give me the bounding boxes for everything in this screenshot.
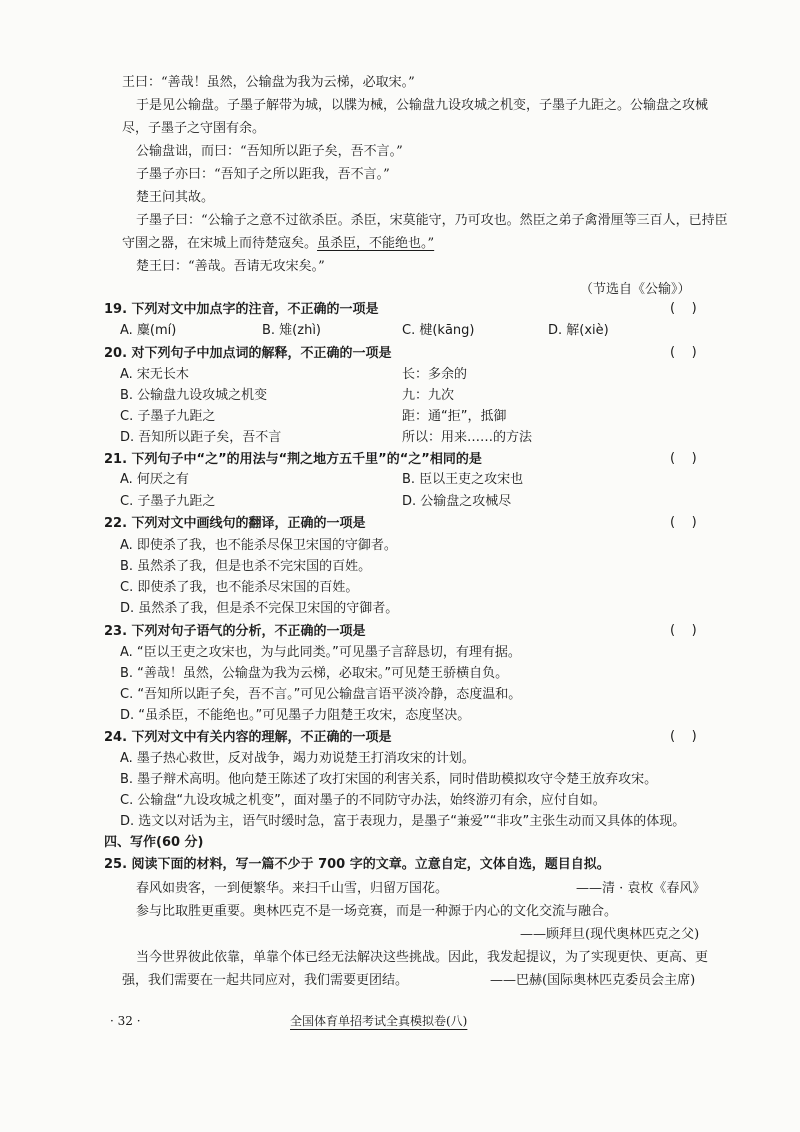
question-22-stem: 22. 下列对文中画线句的翻译，正确的一项是 <box>104 516 366 531</box>
page-number: · 32 · <box>110 1014 141 1028</box>
option-b: B. 臣以王吏之攻宋也 <box>402 472 524 487</box>
question-21-stem: 21. 下列句子中“之”的用法与“荆之地方五千里”的“之”相同的是 <box>104 452 482 467</box>
option-b: B. “善哉！虽然，公输盘为我为云梯，必取宋。”可见楚王骄横自负。 <box>120 666 509 681</box>
passage-line: 楚王曰：“善哉。吾请无攻宋矣。” <box>136 259 325 274</box>
material-source: ——巴赫(国际奥林匹克委员会主席) <box>490 973 696 988</box>
option-d-meaning: 所以：用来……的方法 <box>402 430 533 445</box>
passage-line: 楚王问其故。 <box>136 190 215 205</box>
passage-source: （节选自《公输》） <box>580 282 691 297</box>
question-25-stem: 25. 阅读下面的材料，写一篇不少于 700 字的文章。立意自定，文体自选，题目自拟。 <box>104 857 610 872</box>
passage-line: 王曰：“善哉！虽然，公输盘为我为云梯，必取宋。” <box>122 75 415 90</box>
option-a: A. 即使杀了我，也不能杀尽保卫宋国的守御者。 <box>120 538 397 553</box>
answer-bracket[interactable]: ( ) <box>670 515 697 530</box>
option-b: B. 墨子辩术高明。他向楚王陈述了攻打宋国的利害关系，同时借助模拟攻守令楚王放弃攻宋。 <box>120 772 658 787</box>
answer-bracket[interactable]: ( ) <box>670 301 697 316</box>
option-a: A. “臣以王吏之攻宋也，为与此同类。”可见墨子言辞恳切，有理有据。 <box>120 645 521 660</box>
passage-line: 公输盘诎，而曰：“吾知所以距子矣，吾不言。” <box>136 144 403 159</box>
option-d: D. 公输盘之攻械尽 <box>402 494 512 509</box>
material-quote: 参与比取胜更重要。奥林匹克不是一场竞赛，而是一种源于内心的文化交流与融合。 <box>136 904 618 919</box>
material-source: ——顾拜旦(现代奥林匹克之父) <box>520 927 700 942</box>
option-a: A. 麋(mí) <box>120 323 177 338</box>
option-d-sentence: D. 吾知所以距子矣，吾不言 <box>120 430 282 445</box>
answer-bracket[interactable]: ( ) <box>670 729 697 744</box>
option-d: D. 虽然杀了我，但是杀不完保卫宋国的守御者。 <box>120 601 399 616</box>
question-20-stem: 20. 对下列句子中加点词的解释，不正确的一项是 <box>104 346 392 361</box>
answer-bracket[interactable]: ( ) <box>670 345 697 360</box>
option-d: D. 选文以对话为主，语气时缓时急，富于表现力，是墨子“兼爱”“非攻”主张生动而又具体的体现。 <box>120 814 686 829</box>
passage-line-text: 守圉之器，在宋城上而待楚寇矣。 <box>122 236 318 251</box>
answer-bracket[interactable]: ( ) <box>670 623 697 638</box>
option-a: A. 何厌之有 <box>120 472 189 487</box>
option-c: C. 子墨子九距之 <box>120 494 216 509</box>
passage-line: 子墨子曰：“公输子之意不过欲杀臣。杀臣，宋莫能守，乃可攻也。然臣之弟子禽滑厘等三百人，已持臣 <box>136 213 728 228</box>
option-b: B. 雉(zhì) <box>262 323 322 338</box>
question-23-stem: 23. 下列对句子语气的分析，不正确的一项是 <box>104 624 366 639</box>
section-heading: 四、写作(60 分) <box>104 835 204 850</box>
option-c: C. 公输盘“九设攻城之机变”，面对墨子的不同防守办法，始终游刃有余，应付自如。 <box>120 793 606 808</box>
option-c-meaning: 距：通“拒”，抵御 <box>402 409 507 424</box>
underlined-sentence: 虽杀臣，不能绝也。” <box>317 236 435 251</box>
question-24-stem: 24. 下列对文中有关内容的理解，不正确的一项是 <box>104 730 392 745</box>
passage-line: 尽，子墨子之守圉有余。 <box>122 121 266 136</box>
passage-line: 子墨子亦曰：“吾知子之所以距我，吾不言。” <box>136 167 390 182</box>
option-c: C. “吾知所以距子矣，吾不言。”可见公输盘言语平淡冷静，态度温和。 <box>120 687 522 702</box>
footer-title: 全国体育单招考试全真模拟卷(八) <box>290 1014 468 1028</box>
passage-line <box>122 235 434 253</box>
material-source: ——清 · 袁枚《春风》 <box>576 881 706 896</box>
option-c-sentence: C. 子墨子九距之 <box>120 409 216 424</box>
option-c: C. 即使杀了我，也不能杀尽宋国的百姓。 <box>120 580 359 595</box>
material-quote: 春风如贵客，一到便繁华。来扫千山雪，归留万国花。 <box>136 881 449 896</box>
option-d: D. 解(xiè) <box>548 323 609 338</box>
option-c: C. 楗(kāng) <box>402 323 475 338</box>
passage-line: 于是见公输盘。子墨子解带为城，以牒为械，公输盘九设攻城之机变，子墨子九距之。公输盘之攻械 <box>136 98 709 113</box>
option-b-meaning: 九：九次 <box>402 388 455 403</box>
answer-bracket[interactable]: ( ) <box>670 451 697 466</box>
option-a-meaning: 长：多余的 <box>402 367 468 382</box>
option-a-sentence: A. 宋无长木 <box>120 367 189 382</box>
question-19-stem: 19. 下列对文中加点字的注音，不正确的一项是 <box>104 302 379 317</box>
material-quote: 当今世界彼此依靠，单靠个体已经无法解决这些挑战。因此，我发起提议，为了实现更快、更高、更 <box>136 950 709 965</box>
material-quote: 强，我们需要在一起共同应对，我们需要更团结。 <box>122 973 409 988</box>
option-a: A. 墨子热心救世，反对战争，竭力劝说楚王打消攻宋的计划。 <box>120 751 475 766</box>
option-b: B. 虽然杀了我，但是也杀不完宋国的百姓。 <box>120 559 372 574</box>
option-d: D. “虽杀臣，不能绝也。”可见墨子力阻楚王攻宋，态度坚决。 <box>120 708 471 723</box>
option-b-sentence: B. 公输盘九设攻城之机变 <box>120 388 268 403</box>
